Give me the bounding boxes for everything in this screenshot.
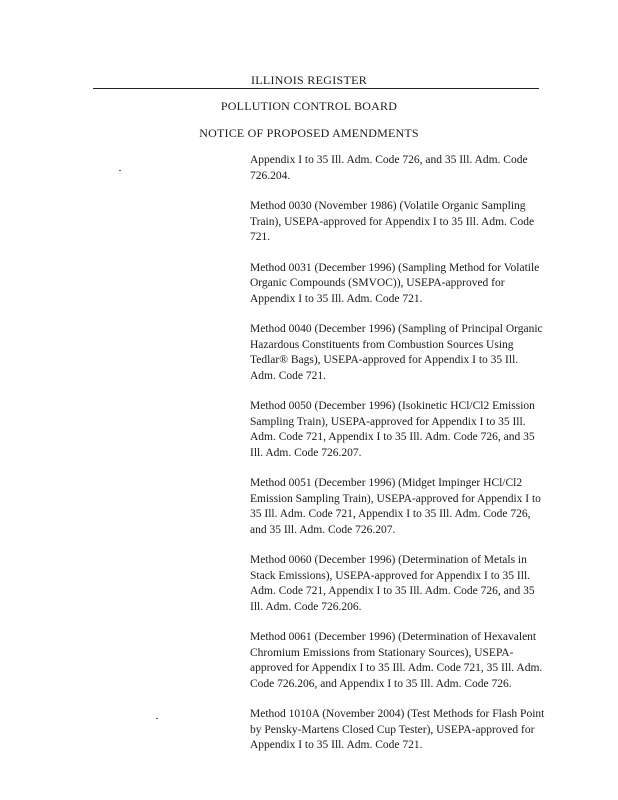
method-entry: Method 1010A (November 2004) (Test Methods for Flash Point by Pensky-Martens Closed Cup Tester), USEPA-approved for Appendix I to 35 Ill. Adm. Code 721. bbox=[250, 708, 545, 751]
method-entry: Method 0030 (November 1986) (Volatile Organic Sampling Train), USEPA-approved for Appendix I to 35 Ill. Adm. Code 721. bbox=[250, 200, 535, 243]
board-title: POLLUTION CONTROL BOARD bbox=[220, 99, 398, 113]
scan-speck bbox=[156, 718, 158, 719]
method-entry: Method 0061 (December 1996) (Determination of Hexavalent Chromium Emissions from Stationary Sources), USEPA-approved for Appendix I to 35 Ill. Adm. Code 721, 35 Ill. Adm. Code 726.206, and Appendix I to 35 Ill. Adm. Code 726. bbox=[250, 631, 543, 690]
method-entry: Method 0050 (December 1996) (Isokinetic HCl/Cl2 Emission Sampling Train), USEPA-approved for Appendix I to 35 Ill. Adm. Code 721, Appendix I to 35 Ill. Adm. Code 726, and 35 Ill. Adm. Code 726.207. bbox=[250, 400, 535, 459]
method-entry: Method 0031 (December 1996) (Sampling Method for Volatile Organic Compounds (SMVOC)), USEPA-approved for Appendix I to 35 Ill. Adm. Code 721. bbox=[250, 261, 540, 305]
register-title: ILLINOIS REGISTER bbox=[250, 73, 368, 87]
method-entry: Method 0040 (December 1996) (Sampling of Principal Organic Hazardous Constituents from Combustion Sources Using Tedlar® Bags), USEPA-approved for Appendix I to 35 Ill. Adm. Code 721. bbox=[250, 323, 543, 382]
header-rule bbox=[93, 88, 539, 89]
method-entry: Appendix I to 35 Ill. Adm. Code 726, and 35 Ill. Adm. Code 726.204. bbox=[250, 154, 528, 182]
notice-title: NOTICE OF PROPOSED AMENDMENTS bbox=[199, 126, 419, 140]
method-entry: Method 0051 (December 1996) (Midget Impinger HCl/Cl2 Emission Sampling Train), USEPA-approved for Appendix I to 35 Ill. Adm. Code 721, Appendix I to 35 Ill. Adm. Code 726, and 35 Ill. Adm. Code 726.207. bbox=[250, 477, 541, 536]
method-list bbox=[250, 153, 546, 769]
method-entry: Method 0060 (December 1996) (Determination of Metals in Stack Emissions), USEPA-approved for Appendix I to 35 Ill. Adm. Code 721, Appendix I to 35 Ill. Adm. Code 726, and 35 Ill. Adm. Code 726.206. bbox=[250, 554, 535, 613]
scan-speck bbox=[119, 170, 121, 171]
